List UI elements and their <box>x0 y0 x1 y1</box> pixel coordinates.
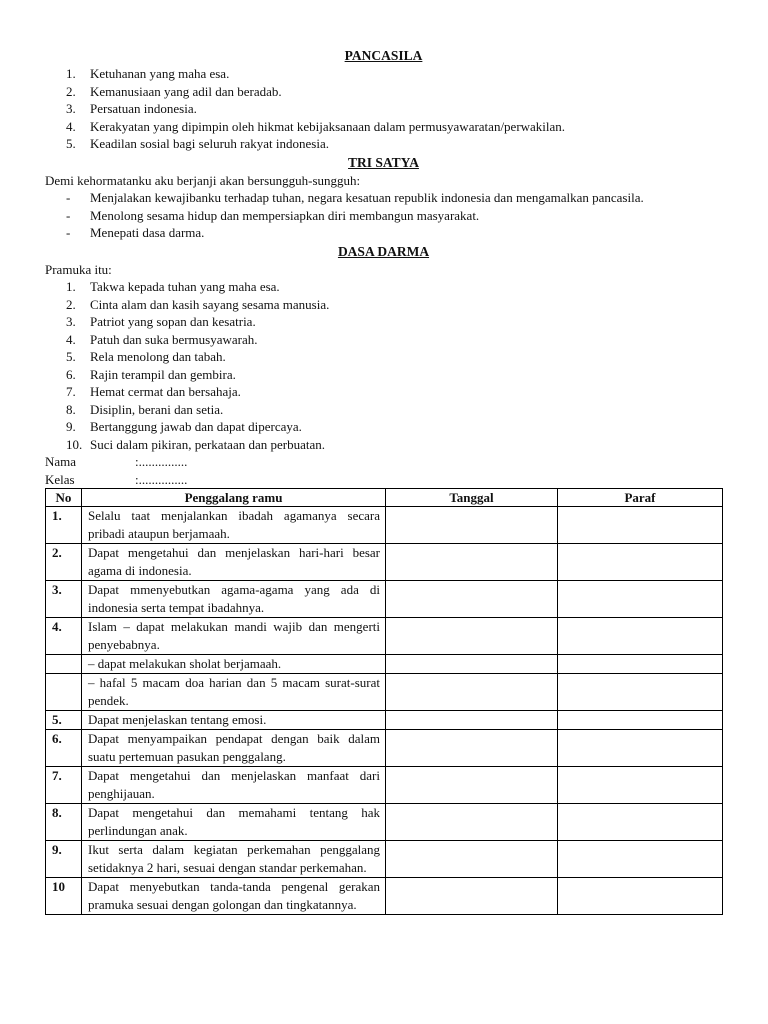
list-item <box>66 278 722 296</box>
paraf-cell[interactable] <box>558 581 723 618</box>
list-item <box>66 207 722 225</box>
paraf-cell[interactable] <box>558 878 723 915</box>
item-number: 2. <box>66 83 76 99</box>
table-row <box>46 581 723 618</box>
header-paraf: Paraf <box>558 489 723 507</box>
list-item <box>66 418 722 436</box>
nama-label: Nama <box>45 454 77 469</box>
dash-mark: - <box>66 207 71 223</box>
row-number: 4. <box>46 618 82 655</box>
row-number <box>46 655 82 674</box>
paraf-cell[interactable] <box>558 804 723 841</box>
row-text: Dapat menjelaskan tentang emosi. <box>82 711 386 730</box>
item-text: Menjalakan kewajibanku terhadap tuhan, negara kesatuan republik indonesia dan mengamalkan pancasila. <box>90 190 644 205</box>
row-text: Selalu taat menjalankan ibadah agamanya secara pribadi ataupun berjamaah. <box>82 507 386 544</box>
nama-field <box>45 453 722 471</box>
tri-satya-list <box>45 189 722 242</box>
paraf-cell[interactable] <box>558 544 723 581</box>
paraf-cell[interactable] <box>558 767 723 804</box>
paraf-cell[interactable] <box>558 507 723 544</box>
list-item <box>66 296 722 314</box>
item-text: Patriot yang sopan dan kesatria. <box>90 314 256 329</box>
nama-value[interactable]: :............... <box>135 454 188 469</box>
item-number: 4. <box>66 118 76 134</box>
table-row <box>46 544 723 581</box>
item-text: Disiplin, berani dan setia. <box>90 401 224 417</box>
item-text: Takwa kepada tuhan yang maha esa. <box>90 279 280 294</box>
table-row <box>46 878 723 915</box>
pancasila-list <box>45 65 722 153</box>
tri-satya-intro: Demi kehormatanku aku berjanji akan bersungguh-sungguh: <box>45 172 361 188</box>
dasa-darma-intro: Pramuka itu: <box>45 261 112 277</box>
tanggal-cell[interactable] <box>386 655 558 674</box>
pancasila-title: PANCASILA <box>344 48 423 63</box>
paraf-cell[interactable] <box>558 711 723 730</box>
kelas-label: Kelas <box>45 471 75 487</box>
item-text: Kerakyatan yang dipimpin oleh hikmat kebijaksanaan dalam permusyawaratan/perwakilan. <box>90 118 566 134</box>
list-item <box>66 401 722 419</box>
table-header-row <box>46 489 723 507</box>
item-number: 9. <box>66 419 76 434</box>
item-number: 1. <box>66 279 76 294</box>
item-number: 6. <box>66 366 76 382</box>
list-item <box>66 348 722 366</box>
item-number: 8. <box>66 401 76 417</box>
row-number: 8. <box>46 804 82 841</box>
header-penggalang-ramu: Penggalang ramu <box>82 489 386 507</box>
item-number: 3. <box>66 101 76 116</box>
list-item <box>66 436 722 454</box>
row-text: – hafal 5 macam doa harian dan 5 macam surat-surat pendek. <box>82 674 386 711</box>
paraf-cell[interactable] <box>558 841 723 878</box>
header-no: No <box>46 489 82 507</box>
table-row <box>46 655 723 674</box>
dasa-darma-title: DASA DARMA <box>337 243 430 259</box>
table-row <box>46 730 723 767</box>
paraf-cell[interactable] <box>558 730 723 767</box>
tanggal-cell[interactable] <box>386 730 558 767</box>
row-number: 2. <box>46 544 82 581</box>
item-text: Suci dalam pikiran, perkataan dan perbuatan. <box>90 436 325 452</box>
list-item <box>66 189 722 207</box>
row-text: Dapat mengetahui dan memahami tentang hak perlindungan anak. <box>82 804 386 841</box>
paraf-cell[interactable] <box>558 674 723 711</box>
list-item <box>66 100 722 118</box>
penggalang-ramu-table <box>45 488 723 915</box>
item-number: 7. <box>66 384 76 399</box>
row-text: Dapat menyampaikan pendapat dengan baik dalam suatu pertemuan pasukan penggalang. <box>82 730 386 767</box>
item-number: 1. <box>66 66 76 81</box>
row-number: 10 <box>46 878 82 915</box>
tanggal-cell[interactable] <box>386 841 558 878</box>
row-number: 7. <box>46 767 82 804</box>
item-number: 3. <box>66 314 76 329</box>
tri-satya-title: TRI SATYA <box>348 154 419 170</box>
item-text: Bertanggung jawab dan dapat dipercaya. <box>90 419 302 434</box>
item-text: Rajin terampil dan gembira. <box>90 366 236 382</box>
row-number <box>46 674 82 711</box>
item-number: 5. <box>66 136 76 151</box>
list-item <box>66 83 722 101</box>
paraf-cell[interactable] <box>558 655 723 674</box>
list-item <box>66 135 722 153</box>
item-text: Kemanusiaan yang adil dan beradab. <box>90 83 282 99</box>
tanggal-cell[interactable] <box>386 674 558 711</box>
table-row <box>46 841 723 878</box>
kelas-field <box>45 471 722 489</box>
item-number: 5. <box>66 349 76 364</box>
tanggal-cell[interactable] <box>386 507 558 544</box>
table-row <box>46 507 723 544</box>
row-text: Dapat menyebutkan tanda-tanda pengenal gerakan pramuka sesuai dengan golongan dan tingkatannya. <box>82 878 386 915</box>
row-number: 6. <box>46 730 82 767</box>
header-tanggal: Tanggal <box>386 489 558 507</box>
kelas-value[interactable]: :............... <box>135 471 188 487</box>
tanggal-cell[interactable] <box>386 804 558 841</box>
row-text: Ikut serta dalam kegiatan perkemahan penggalang setidaknya 2 hari, sesuai dengan standar perkemahan. <box>82 841 386 878</box>
row-text: Islam – dapat melakukan mandi wajib dan mengerti penyebabnya. <box>82 618 386 655</box>
list-item <box>66 224 722 242</box>
tanggal-cell[interactable] <box>386 581 558 618</box>
list-item <box>66 331 722 349</box>
table-row <box>46 618 723 655</box>
item-text: Menolong sesama hidup dan mempersiapkan diri membangun masyarakat. <box>90 207 480 223</box>
list-item <box>66 65 722 83</box>
dash-mark: - <box>66 225 71 240</box>
dasa-darma-list <box>45 278 722 453</box>
table-row <box>46 711 723 730</box>
row-number: 3. <box>46 581 82 618</box>
row-text: Dapat mengetahui dan menjelaskan manfaat dari penghijauan. <box>82 767 386 804</box>
table-row <box>46 767 723 804</box>
row-number: 1. <box>46 507 82 544</box>
row-text: Dapat mengetahui dan menjelaskan hari-hari besar agama di indonesia. <box>82 544 386 581</box>
tanggal-cell[interactable] <box>386 544 558 581</box>
item-number: 2. <box>66 296 76 312</box>
item-text: Menepati dasa darma. <box>90 225 205 240</box>
item-number: 4. <box>66 331 76 347</box>
list-item <box>66 118 722 136</box>
tanggal-cell[interactable] <box>386 618 558 655</box>
table-row <box>46 674 723 711</box>
row-text: Dapat mmenyebutkan agama-agama yang ada di indonesia serta tempat ibadahnya. <box>82 581 386 618</box>
tanggal-cell[interactable] <box>386 711 558 730</box>
item-text: Ketuhanan yang maha esa. <box>90 66 230 81</box>
item-text: Cinta alam dan kasih sayang sesama manusia. <box>90 296 330 312</box>
item-text: Rela menolong dan tabah. <box>90 349 226 364</box>
item-text: Persatuan indonesia. <box>90 101 197 116</box>
row-number: 5. <box>46 711 82 730</box>
item-text: Keadilan sosial bagi seluruh rakyat indonesia. <box>90 136 329 151</box>
item-number: 10. <box>66 436 83 452</box>
item-text: Hemat cermat dan bersahaja. <box>90 384 241 399</box>
dash-mark: - <box>66 190 71 205</box>
list-item <box>66 313 722 331</box>
table-row <box>46 804 723 841</box>
row-text: – dapat melakukan sholat berjamaah. <box>82 655 386 674</box>
item-text: Patuh dan suka bermusyawarah. <box>90 331 258 347</box>
paraf-cell[interactable] <box>558 618 723 655</box>
tanggal-cell[interactable] <box>386 878 558 915</box>
list-item <box>66 383 722 401</box>
row-number: 9. <box>46 841 82 878</box>
tanggal-cell[interactable] <box>386 767 558 804</box>
list-item <box>66 366 722 384</box>
